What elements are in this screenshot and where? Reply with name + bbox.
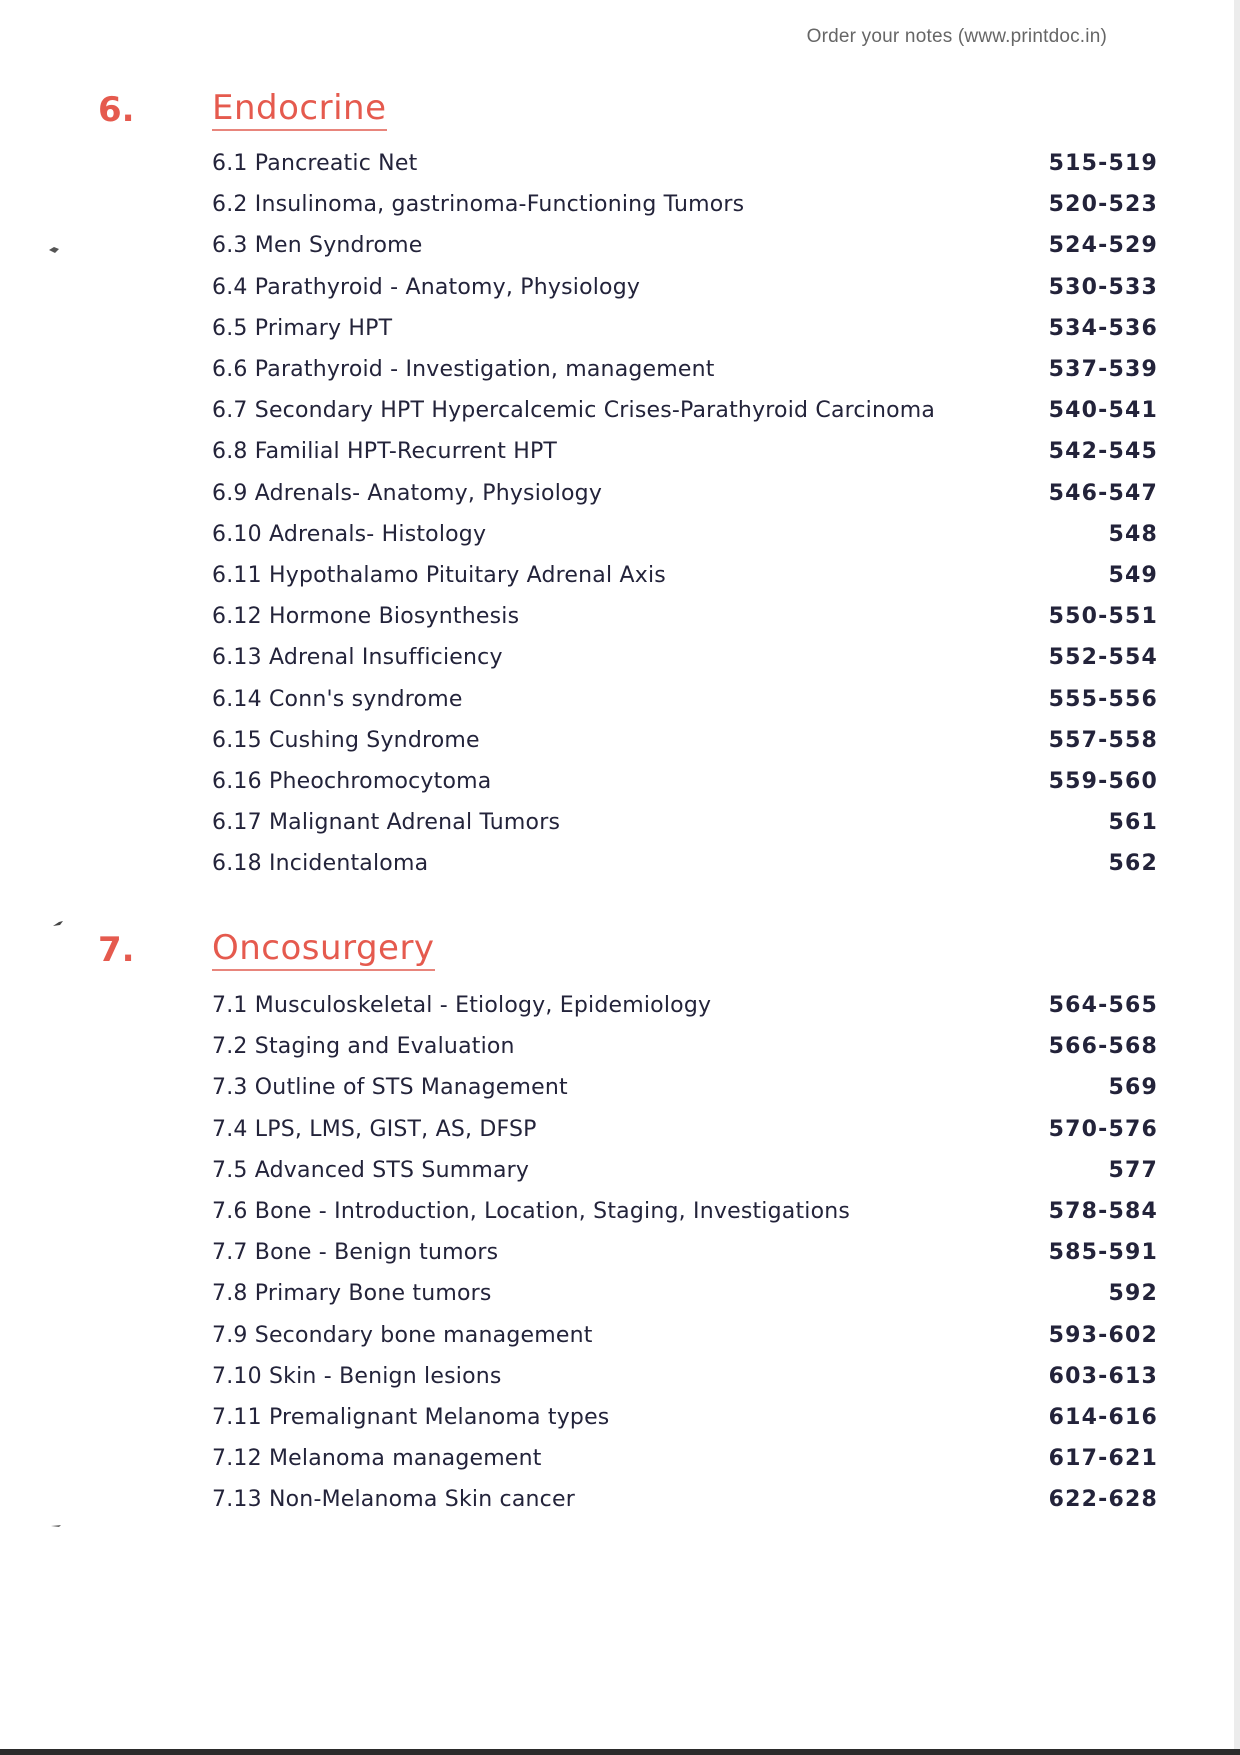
- toc-entry: [212, 1441, 1158, 1475]
- toc-entry-label: 6.4 Parathyroid - Anatomy, Physiology: [212, 274, 641, 300]
- section-7-title: Oncosurgery: [212, 928, 435, 971]
- toc-entry: [212, 352, 1158, 386]
- toc-entry-pages: 577: [1108, 1157, 1158, 1183]
- toc-entry-label: 6.7 Secondary HPT Hypercalcemic Crises-Parathyroid Carcinoma: [212, 397, 936, 423]
- toc-entry: [212, 1359, 1158, 1393]
- toc-entry-pages: 520-523: [1048, 191, 1158, 217]
- toc-entry-label: 7.9 Secondary bone management: [212, 1322, 593, 1348]
- toc-entry-label: 6.3 Men Syndrome: [212, 232, 423, 258]
- toc-entry-label: 6.9 Adrenals- Anatomy, Physiology: [212, 480, 603, 506]
- toc-entry-label: 6.17 Malignant Adrenal Tumors: [212, 809, 561, 835]
- toc-entry-pages: 562: [1108, 850, 1158, 876]
- scan-speck-icon: [50, 1522, 62, 1530]
- toc-entry-label: 6.12 Hormone Biosynthesis: [212, 603, 520, 629]
- toc-entry: [212, 187, 1158, 221]
- toc-entry-label: 7.7 Bone - Benign tumors: [212, 1239, 499, 1265]
- section-6-title: Endocrine: [212, 88, 387, 131]
- toc-entry-label: 6.10 Adrenals- Histology: [212, 521, 487, 547]
- toc-entry-label: 7.3 Outline of STS Management: [212, 1074, 568, 1100]
- toc-entry: [212, 1235, 1158, 1269]
- toc-entry: [212, 311, 1158, 345]
- toc-entry-label: 7.4 LPS, LMS, GIST, AS, DFSP: [212, 1116, 537, 1142]
- toc-entry-label: 6.16 Pheochromocytoma: [212, 768, 492, 794]
- toc-entry: [212, 393, 1158, 427]
- toc-entry: [212, 599, 1158, 633]
- toc-entry: [212, 764, 1158, 798]
- toc-entry-label: 7.1 Musculoskeletal - Etiology, Epidemiology: [212, 992, 712, 1018]
- scan-speck-icon: [48, 246, 60, 254]
- toc-entry-label: 6.11 Hypothalamo Pituitary Adrenal Axis: [212, 562, 666, 588]
- toc-entry: [212, 146, 1158, 180]
- scan-bottom-edge: [0, 1749, 1240, 1755]
- toc-entry: [212, 1070, 1158, 1104]
- toc-entry: [212, 1482, 1158, 1516]
- toc-entry-pages: 592: [1108, 1280, 1158, 1306]
- toc-entry-label: 7.8 Primary Bone tumors: [212, 1280, 492, 1306]
- toc-entry-pages: 561: [1108, 809, 1158, 835]
- toc-entry-label: 6.6 Parathyroid - Investigation, management: [212, 356, 715, 382]
- section-6-toc-list: [212, 146, 1158, 876]
- toc-entry: [212, 517, 1158, 551]
- toc-entry: [212, 723, 1158, 757]
- toc-entry-pages: 549: [1108, 562, 1158, 588]
- toc-entry-label: 6.13 Adrenal Insufficiency: [212, 644, 503, 670]
- toc-entry-pages: 622-628: [1048, 1486, 1158, 1512]
- toc-entry-pages: 515-519: [1048, 150, 1158, 176]
- scan-right-edge: [1234, 0, 1240, 1755]
- toc-entry-label: 6.18 Incidentaloma: [212, 850, 429, 876]
- toc-entry-label: 7.13 Non-Melanoma Skin cancer: [212, 1486, 575, 1512]
- watermark-text: Order your notes (www.printdoc.in): [806, 26, 1107, 47]
- toc-entry-label: 7.10 Skin - Benign lesions: [212, 1363, 502, 1389]
- toc-entry-pages: 617-621: [1048, 1445, 1158, 1471]
- toc-entry-label: 6.2 Insulinoma, gastrinoma-Functioning Tumors: [212, 191, 745, 217]
- toc-entry: [212, 1112, 1158, 1146]
- toc-entry-pages: 555-556: [1048, 686, 1158, 712]
- toc-entry-pages: 534-536: [1048, 315, 1158, 341]
- toc-entry-pages: 540-541: [1048, 397, 1158, 423]
- scan-speck-icon: [52, 920, 64, 928]
- toc-entry-label: 7.6 Bone - Introduction, Location, Staging, Investigations: [212, 1198, 851, 1224]
- toc-entry-label: 6.14 Conn's syndrome: [212, 686, 463, 712]
- toc-entry: [212, 558, 1158, 592]
- toc-entry: [212, 1276, 1158, 1310]
- toc-entry-pages: 546-547: [1048, 480, 1158, 506]
- toc-entry-pages: 570-576: [1048, 1116, 1158, 1142]
- section-7-toc-list: [212, 988, 1158, 1518]
- toc-entry-label: 6.8 Familial HPT-Recurrent HPT: [212, 438, 558, 464]
- toc-entry-pages: 550-551: [1048, 603, 1158, 629]
- toc-entry-pages: 542-545: [1048, 438, 1158, 464]
- toc-entry-pages: 614-616: [1048, 1404, 1158, 1430]
- toc-entry: [212, 434, 1158, 468]
- toc-entry: [212, 846, 1158, 880]
- toc-entry: [212, 1400, 1158, 1434]
- toc-entry-pages: 524-529: [1048, 232, 1158, 258]
- toc-entry: [212, 1029, 1158, 1063]
- toc-entry-pages: 548: [1108, 521, 1158, 547]
- toc-entry-pages: 564-565: [1048, 992, 1158, 1018]
- toc-entry: [212, 1318, 1158, 1352]
- toc-entry: [212, 270, 1158, 304]
- toc-entry-pages: 557-558: [1048, 727, 1158, 753]
- toc-entry-label: 6.1 Pancreatic Net: [212, 150, 418, 176]
- toc-entry-pages: 585-591: [1048, 1239, 1158, 1265]
- toc-entry: [212, 805, 1158, 839]
- section-6-number: 6.: [98, 90, 135, 130]
- toc-entry: [212, 228, 1158, 262]
- toc-entry-label: 7.11 Premalignant Melanoma types: [212, 1404, 610, 1430]
- toc-entry: [212, 988, 1158, 1022]
- toc-entry: [212, 1153, 1158, 1187]
- toc-entry-pages: 603-613: [1048, 1363, 1158, 1389]
- toc-entry: [212, 1194, 1158, 1228]
- toc-entry-pages: 530-533: [1048, 274, 1158, 300]
- toc-entry-pages: 569: [1108, 1074, 1158, 1100]
- toc-entry-label: 7.12 Melanoma management: [212, 1445, 542, 1471]
- toc-entry-pages: 578-584: [1048, 1198, 1158, 1224]
- toc-entry-label: 7.5 Advanced STS Summary: [212, 1157, 530, 1183]
- toc-entry-pages: 537-539: [1048, 356, 1158, 382]
- section-7-number: 7.: [98, 930, 135, 970]
- toc-entry: [212, 682, 1158, 716]
- toc-entry-pages: 566-568: [1048, 1033, 1158, 1059]
- toc-entry-label: 6.15 Cushing Syndrome: [212, 727, 480, 753]
- toc-entry: [212, 640, 1158, 674]
- toc-entry: [212, 476, 1158, 510]
- toc-entry-label: 6.5 Primary HPT: [212, 315, 393, 341]
- toc-entry-pages: 552-554: [1048, 644, 1158, 670]
- toc-entry-pages: 559-560: [1048, 768, 1158, 794]
- toc-entry-label: 7.2 Staging and Evaluation: [212, 1033, 515, 1059]
- toc-entry-pages: 593-602: [1048, 1322, 1158, 1348]
